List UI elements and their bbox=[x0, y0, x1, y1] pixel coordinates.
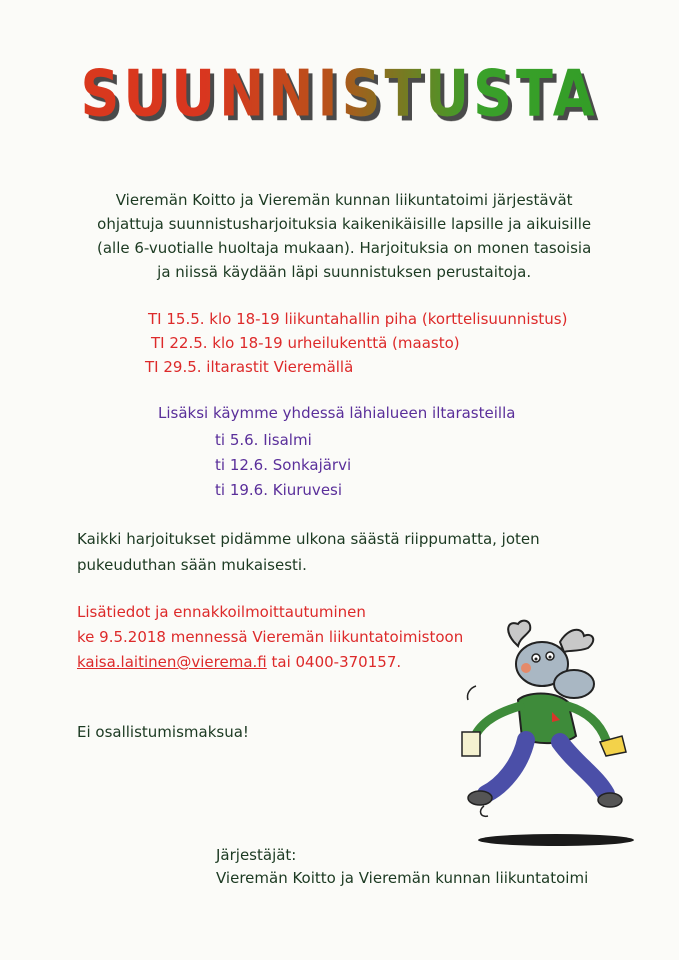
map-icon bbox=[462, 732, 480, 756]
extra-item: ti 12.6. Sonkajärvi bbox=[215, 456, 352, 474]
weather-line: Kaikki harjoitukset pidämme ulkona säästä riippumatta, joten bbox=[77, 530, 540, 548]
registration-line: ke 9.5.2018 mennessä Vieremän liikuntatoimistoon bbox=[77, 628, 464, 646]
intro-line: ja niissä käydään läpi suunnistuksen perustaitoja. bbox=[157, 263, 532, 281]
intro-paragraph bbox=[97, 188, 591, 284]
schedule-item: TI 15.5. klo 18-19 liikuntahallin piha (korttelisuunnistus) bbox=[148, 310, 568, 328]
intro-line: (alle 6-vuotialle huoltaja mukaan). Harjoituksia on monen tasoisia bbox=[97, 239, 592, 257]
left-antler bbox=[508, 621, 530, 646]
registration-contact bbox=[77, 650, 401, 674]
email-link[interactable]: kaisa.laitinen@vierema.fi bbox=[77, 653, 267, 671]
moose-shadow bbox=[478, 834, 634, 846]
weather-line: pukeuduthan sään mukaisesti. bbox=[77, 556, 307, 574]
free-notice: Ei osallistumismaksua! bbox=[77, 723, 249, 741]
schedule-item: TI 22.5. klo 18-19 urheilukenttä (maasto) bbox=[151, 334, 460, 352]
extra-item: ti 5.6. Iisalmi bbox=[215, 431, 312, 449]
extra-heading: Lisäksi käymme yhdessä lähialueen iltarasteilla bbox=[158, 404, 516, 422]
organizer-label: Järjestäjät: bbox=[216, 846, 297, 864]
extra-item: ti 19.6. Kiuruvesi bbox=[215, 481, 343, 499]
moose-snout bbox=[554, 670, 594, 698]
phone-text: tai 0400-370157. bbox=[266, 653, 402, 671]
running-moose-illustration bbox=[456, 616, 636, 854]
organizer-names: Vieremän Koitto ja Vieremän kunnan liikuntatoimi bbox=[216, 869, 589, 887]
intro-line: ohjattuja suunnistusharjoituksia kaikenikäisille lapsille ja aikuisille bbox=[97, 215, 592, 233]
intro-line: Vieremän Koitto ja Vieremän kunnan liikuntatoimi järjestävät bbox=[115, 191, 573, 209]
schedule-item: TI 29.5. iltarastit Vieremällä bbox=[145, 358, 354, 376]
page-title: SUUNNISTUSTA bbox=[0, 56, 679, 130]
right-antler bbox=[560, 630, 593, 652]
registration-line: Lisätiedot ja ennakkoilmoittautuminen bbox=[77, 603, 366, 621]
